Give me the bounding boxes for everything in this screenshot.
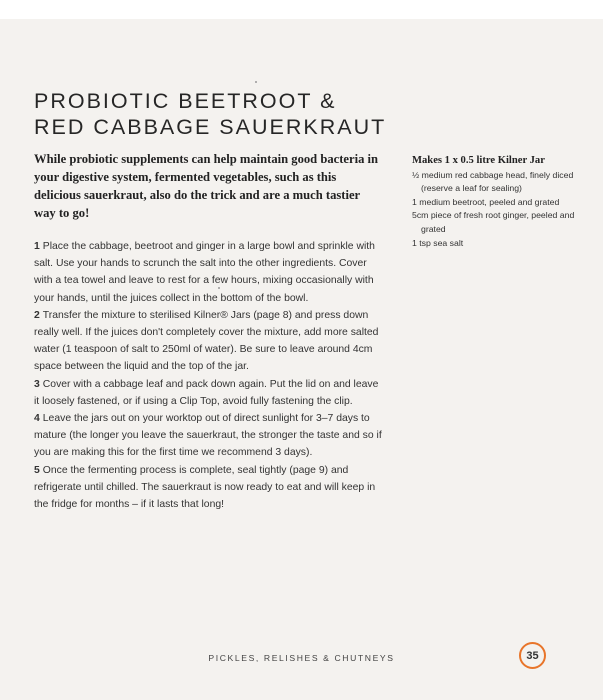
method-step: [34, 238, 384, 307]
method-step: [34, 307, 384, 376]
method-steps: [34, 238, 384, 513]
ingredients-panel: [412, 154, 582, 250]
page-number: 35: [526, 649, 539, 662]
method-step: [34, 462, 384, 514]
ingredient-item: 1 tsp sea salt: [412, 237, 464, 248]
recipe-title: [34, 88, 386, 140]
method-step: [34, 376, 384, 410]
step-text: Once the fermenting process is complete, seal tightly (page 9) and refrigerate until chilled. The sauerkraut is now ready to eat and will keep in the fridge for months – if it lasts that long!: [34, 464, 376, 511]
ingredients-list: [412, 169, 582, 251]
step-number: 3: [34, 378, 40, 390]
recipe-intro: While probiotic supplements can help maintain good bacteria in your digestive system, fermented vegetables, such as this delicious sauerkraut, also do the trick and are a much tastier way to go!: [34, 152, 379, 220]
ingredient-item: 5cm piece of fresh root ginger, peeled and grated: [412, 210, 575, 234]
ingredient-item: ½ medium red cabbage head, finely diced (reserve a leaf for sealing): [412, 169, 574, 194]
section-footer: PICKLES, RELISHES & CHUTNEYS: [208, 653, 395, 663]
recipe-title-line-1: PROBIOTIC BEETROOT &: [34, 89, 337, 113]
recipe-title-line-2: RED CABBAGE SAUERKRAUT: [34, 115, 387, 139]
step-number: 4: [34, 413, 40, 425]
ingredients-heading: Makes 1 x 0.5 litre Kilner Jar: [412, 155, 545, 166]
page-number-badge: [519, 642, 546, 669]
step-text: Transfer the mixture to sterilised Kilner® Jars (page 8) and press down really well. If the juices don't completely cover the mixture, add more salted water (1 teaspoon of salt to 250ml of water). Be sure to leave around 4cm space between the liquid and the top of the jar.: [34, 309, 379, 373]
step-number: 1: [34, 241, 40, 252]
scan-speck: [255, 81, 257, 83]
step-number: 2: [34, 309, 40, 321]
step-number: 5: [34, 464, 40, 476]
step-text: Leave the jars out on your worktop out of direct sunlight for 3–7 days to mature (the longer you leave the sauerkraut, the stronger the taste and so if you are making this for the first time we recommend 3 days).: [34, 413, 382, 459]
step-text: Place the cabbage, beetroot and ginger in a large bowl and sprinkle with salt. Use your hands to scrunch the salt into the other ingredients. Cover with a tea towel and leave to rest for a few hours, mixing occasionally with your hands, until the juices collect in the bottom of the bowl.: [34, 241, 375, 304]
step-text: Cover with a cabbage leaf and pack down again. Put the lid on and leave it loosely fastened, or if using a Clip Top, avoid fully fastening the clip.: [34, 378, 379, 407]
method-step: [34, 410, 384, 462]
ingredient-item: 1 medium beetroot, peeled and grated: [412, 196, 560, 207]
